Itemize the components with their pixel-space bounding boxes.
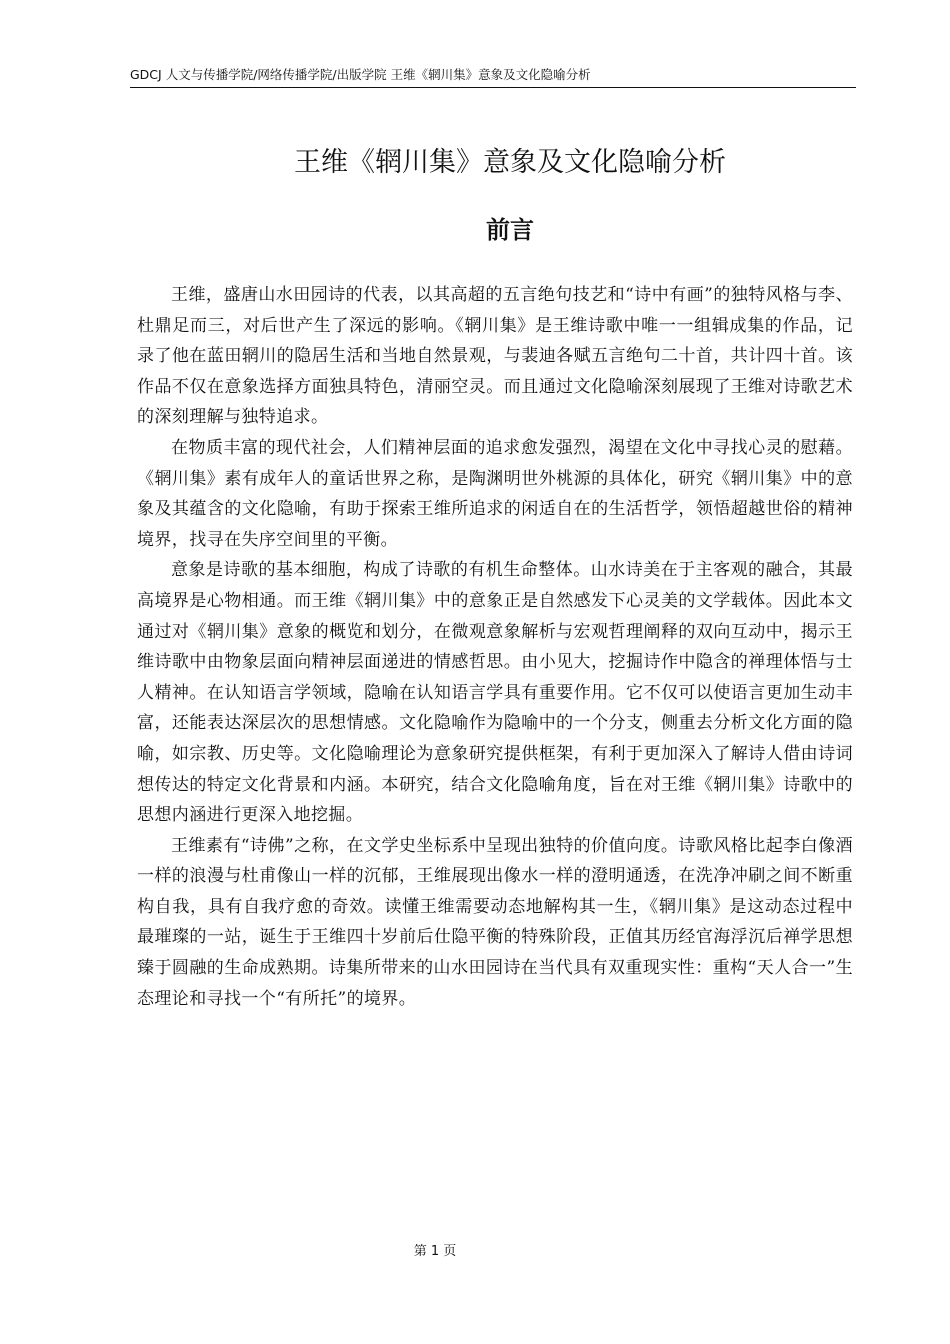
document-title: 王维《辋川集》意象及文化隐喻分析 xyxy=(294,147,726,178)
running-header: GDCJ 人文与传播学院/网络传播学院/出版学院 王维《辋川集》意象及文化隐喻分析 xyxy=(130,67,591,82)
paragraph-3: 意象是诗歌的基本细胞，构成了诗歌的有机生命整体。山水诗美在于主客观的融合，其最高境界是心物相通。而王维《辋川集》中的意象正是自然感发下心灵美的文学载体。因此本文通过对《辋川集》意象的概览和划分，在微观意象解析与宏观哲理阐释的双向互动中，揭示王维诗歌中由物象层面向精神层面递进的情感哲思。由小见大，挖掘诗作中隐含的禅理体悟与士人精神。在认知语言学领域，隐喻在认知语言学具有重要作用。它不仅可以使语言更加生动丰富，还能表达深层次的思想情感。文化隐喻作为隐喻中的一个分支，侧重去分析文化方面的隐喻，如宗教、历史等。文化隐喻理论为意象研究提供框架，有利于更加深入了解诗人借由诗词想传达的特定文化背景和内涵。本研究，结合文化隐喻角度，旨在对王维《辋川集》诗歌中的思想内涵进行更深入地挖掘。 xyxy=(137,560,853,826)
paragraph-4: 王维素有“诗佛”之称，在文学史坐标系中呈现出独特的价值向度。诗歌风格比起李白像酒一样的浪漫与杜甫像山一样的沉郁，王维展现出像水一样的澄明通透，在洗净冲刷之间不断重构自我，具有自我疗愈的奇效。读懂王维需要动态地解构其一生，《辋川集》是这动态过程中最璀璨的一站，诞生于王维四十岁前后仕隐平衡的特殊阶段，正值其历经官海浮沉后禅学思想臻于圆融的生命成熟期。诗集所带来的山水田园诗在当代具有双重现实性：重构“天人合一”生态理论和寻找一个“有所托”的境界。 xyxy=(137,835,853,1009)
body-text xyxy=(137,280,853,1014)
header-rule xyxy=(130,87,856,88)
section-heading: 前言 xyxy=(486,216,534,244)
paragraph-1: 王维，盛唐山水田园诗的代表，以其高超的五言绝句技艺和“诗中有画”的独特风格与李、杜鼎足而三，对后世产生了深远的影响。《辋川集》是王维诗歌中唯一一组辑成集的作品，记录了他在蓝田辋川的隐居生活和当地自然景观，与裴迪各赋五言绝句二十首，共计四十首。该作品不仅在意象选择方面独具特色，清丽空灵。而且通过文化隐喻深刻展现了王维对诗歌艺术的深刻理解与独特追求。 xyxy=(137,285,853,428)
page-number: 第 1 页 xyxy=(413,1244,457,1259)
paragraph-2: 在物质丰富的现代社会，人们精神层面的追求愈发强烈，渴望在文化中寻找心灵的慰藉。《辋川集》素有成年人的童话世界之称，是陶渊明世外桃源的具体化，研究《辋川集》中的意象及其蕴含的文化隐喻，有助于探索王维所追求的闲适自在的生活哲学，领悟超越世俗的精神境界，找寻在失序空间里的平衡。 xyxy=(137,437,853,550)
